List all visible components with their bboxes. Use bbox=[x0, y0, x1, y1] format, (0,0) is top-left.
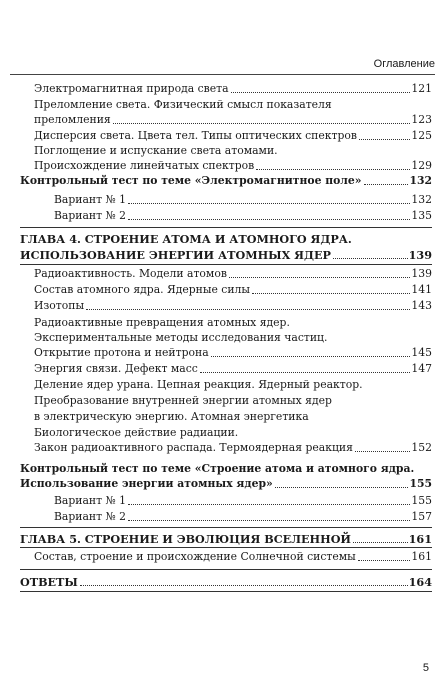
running-header: Оглавление bbox=[373, 58, 435, 70]
toc-entry-line: Экспериментальные методы исследования частиц. bbox=[34, 331, 328, 344]
toc-entry-line: в электрическую энергию. Атомная энергетика bbox=[34, 410, 309, 423]
toc-variant: Вариант № 2 135 bbox=[54, 209, 432, 222]
toc-entry: Изотопы 143 bbox=[34, 299, 432, 312]
toc-entry-line: Деление ядер урана. Цепная реакция. Ядерный реактор. bbox=[34, 378, 363, 391]
toc-entry: Радиоактивность. Модели атомов 139 bbox=[34, 267, 432, 280]
toc-entry-line: Преломление света. Физический смысл показателя bbox=[34, 98, 332, 111]
toc-entry: Происхождение линейчатых спектров 129 bbox=[34, 159, 432, 172]
toc-entry: Дисперсия света. Цвета тел. Типы оптических спектров 125 bbox=[34, 129, 432, 142]
section-rule bbox=[20, 591, 432, 592]
chapter-rule bbox=[20, 547, 432, 548]
toc-entry-line: Поглощение и испускание света атомами. bbox=[34, 144, 278, 157]
chapter-title-entry: ИСПОЛЬЗОВАНИЕ ЭНЕРГИИ АТОМНЫХ ЯДЕР 139 bbox=[20, 248, 432, 262]
chapter-rule bbox=[20, 264, 432, 265]
chapter-title: ГЛАВА 4. СТРОЕНИЕ АТОМА И АТОМНОГО ЯДРА. bbox=[20, 232, 352, 246]
section-rule bbox=[20, 227, 432, 228]
toc-variant: Вариант № 1 132 bbox=[54, 193, 432, 206]
answers-entry: ОТВЕТЫ 164 bbox=[20, 575, 432, 589]
toc-entry: Открытие протона и нейтрона 145 bbox=[34, 346, 432, 359]
toc-test-heading-entry: Использование энергии атомных ядер» 155 bbox=[20, 477, 432, 490]
toc-entry-line: Преобразование внутренней энергии атомных ядер bbox=[34, 394, 332, 407]
toc-entry-line: Радиоактивные превращения атомных ядер. bbox=[34, 316, 290, 329]
chapter-title-entry: ГЛАВА 5. СТРОЕНИЕ И ЭВОЛЮЦИЯ ВСЕЛЕННОЙ 161 bbox=[20, 532, 432, 546]
toc-entry: преломления 123 bbox=[34, 113, 432, 126]
toc-variant: Вариант № 1 155 bbox=[54, 494, 432, 507]
page-number: 5 bbox=[422, 662, 429, 674]
section-rule bbox=[20, 569, 432, 570]
toc-entry: Энергия связи. Дефект масс 147 bbox=[34, 362, 432, 375]
toc-entry: Закон радиоактивного распада. Термоядерная реакция 152 bbox=[34, 441, 432, 454]
toc-entry: Электромагнитная природа света 121 bbox=[34, 82, 432, 95]
toc-entry-line: Биологическое действие радиации. bbox=[34, 426, 239, 439]
section-rule bbox=[20, 527, 432, 528]
toc-test-heading: Контрольный тест по теме «Электромагнитное поле» 132 bbox=[20, 174, 432, 187]
toc-entry: Состав атомного ядра. Ядерные силы 141 bbox=[34, 283, 432, 296]
toc-test-heading: Контрольный тест по теме «Строение атома и атомного ядра. bbox=[20, 462, 415, 475]
toc-variant: Вариант № 2 157 bbox=[54, 510, 432, 523]
toc-entry: Состав, строение и происхождение Солнечной системы 161 bbox=[34, 550, 432, 563]
